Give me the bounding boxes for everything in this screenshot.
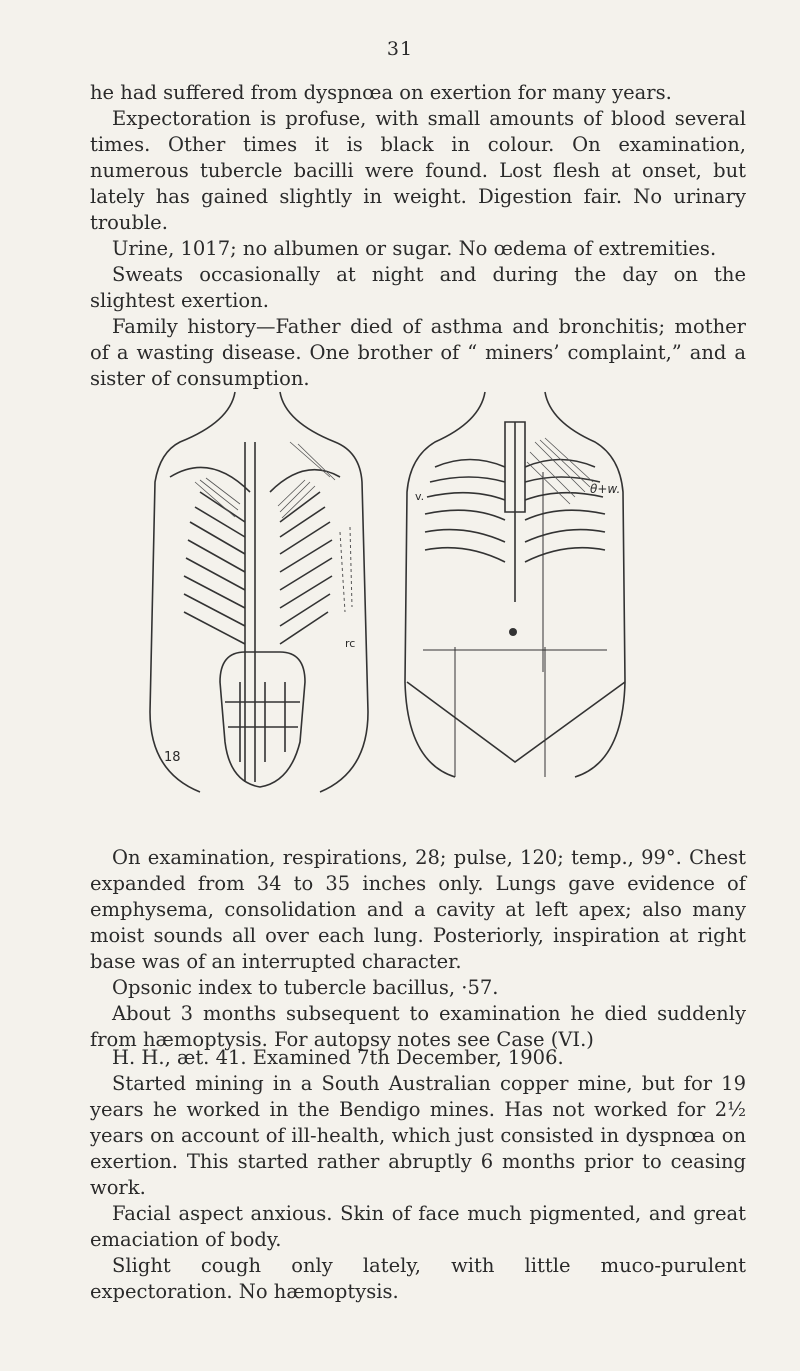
paragraph: Urine, 1017; no albumen or sugar. No œdema of extremities. <box>112 237 717 260</box>
posterior-chest-diagram <box>140 382 380 802</box>
page-number: 31 <box>386 38 414 60</box>
examination-findings <box>90 845 746 1053</box>
figure-annotation-right: θ+w. <box>590 482 621 496</box>
paragraph: Expectoration is profuse, with small amounts of blood several times. Other times it is black in colour. On examination, numerous tubercle bacilli were found. Lost flesh at onset, but lately has gained slightly in weight. Digestion fair. No urinary trouble. <box>90 107 746 234</box>
anterior-chest-illustration <box>395 382 635 782</box>
paragraph: Started mining in a South Australian copper mine, but for 19 years he worked in the Bendigo mines. Has not worked for 2½ years on account of ill-health, which just consisted in dyspnœa on exertion. This started rather abruptly 6 months prior to ceasing work. <box>90 1072 746 1199</box>
case-history-continued <box>90 80 746 392</box>
paragraph: Family history—Father died of asthma and bronchitis; mother of a wasting disease. One brother of “ miners’ complaint,” and a sister of consumption. <box>90 315 746 390</box>
posterior-chest-illustration <box>140 382 380 802</box>
chest-diagrams <box>0 382 800 802</box>
paragraph: Slight cough only lately, with little muco-purulent expectoration. No hæmoptysis. <box>90 1254 746 1303</box>
paragraph: On examination, respirations, 28; pulse, 120; temp., 99°. Chest expanded from 34 to 35 inches only. Lungs gave evidence of emphysema, consolidation and a cavity at left apex; also many moist sounds all over each lung. Posteriorly, inspiration at right base was of an interrupted character. <box>90 846 746 973</box>
figure-number-label: 18 <box>164 750 181 765</box>
figure-annotation-left: v. <box>415 490 425 503</box>
paragraph: H. H., æt. 41. Examined 7th December, 1906. <box>112 1046 564 1069</box>
paragraph: Sweats occasionally at night and during the day on the slightest exertion. <box>90 263 746 312</box>
new-case-record <box>90 1045 746 1305</box>
paragraph: he had suffered from dyspnœa on exertion for many years. <box>90 81 672 104</box>
anterior-chest-diagram <box>395 382 635 782</box>
paragraph: About 3 months subsequent to examination he died suddenly from hæmoptysis. For autopsy notes see Case (VI.) <box>90 1002 746 1051</box>
paragraph: Opsonic index to tubercle bacillus, ·57. <box>112 976 499 999</box>
figure-mark: rc <box>345 637 356 650</box>
paragraph: Facial aspect anxious. Skin of face much pigmented, and great emaciation of body. <box>90 1202 746 1251</box>
